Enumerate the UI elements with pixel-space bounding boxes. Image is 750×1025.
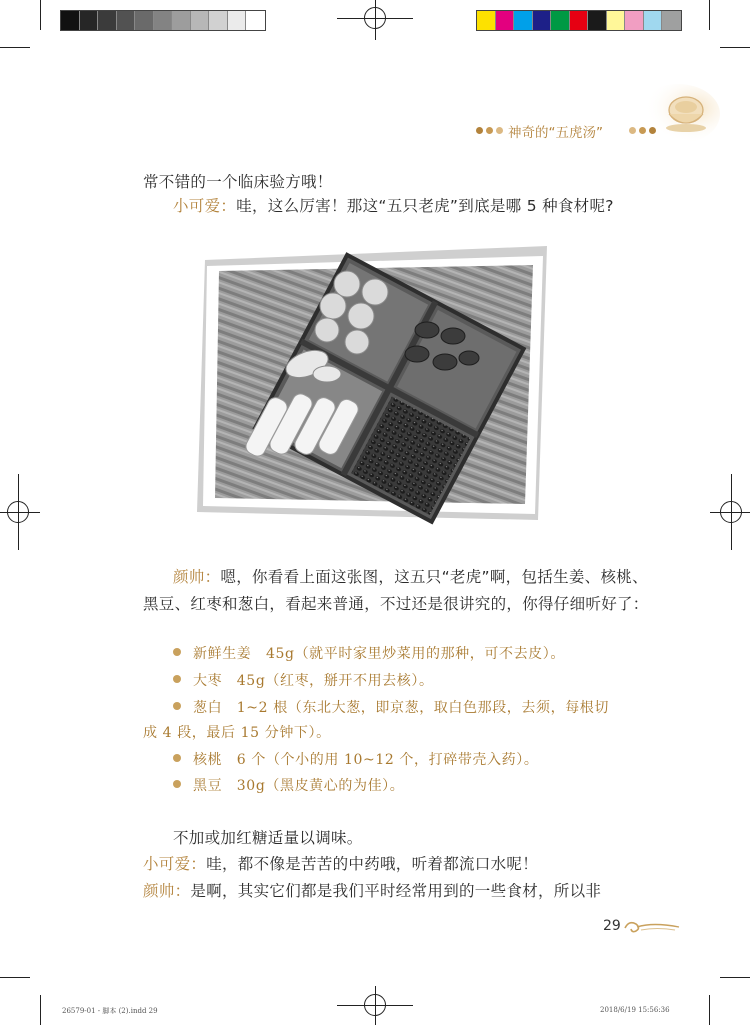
color-swatch [588, 11, 607, 30]
gray-swatch [154, 11, 173, 30]
dialogue-text: 是啊，其实它们都是我们平时经常用到的一些食材，所以非 [190, 882, 602, 900]
body-line: 不加或加红糖适量以调味。 [173, 829, 363, 847]
dialogue-text: 哇，都不像是苦苦的中药哦，听着都流口水呢！ [206, 855, 539, 873]
gray-swatch [61, 11, 80, 30]
gray-calibration-bar [60, 10, 266, 31]
color-calibration-bar [476, 10, 682, 31]
gray-swatch [246, 11, 265, 30]
registration-mark-icon [364, 7, 386, 29]
dialogue-line [173, 194, 614, 216]
color-swatch [514, 11, 533, 30]
gray-swatch [228, 11, 247, 30]
color-swatch [551, 11, 570, 30]
gray-swatch [98, 11, 117, 30]
color-swatch [662, 11, 681, 30]
gray-swatch [209, 11, 228, 30]
dialogue-line [143, 879, 601, 901]
speaker-label: 小可爱： [143, 855, 207, 873]
gray-swatch [191, 11, 210, 30]
bullet-icon [173, 754, 181, 762]
list-item: 新鲜生姜 45g（就平时家里炒菜用的那种，可不去皮）。 [173, 643, 565, 663]
dialogue-text: 嗯，你看看上面这张图，这五只“老虎”啊，包括生姜、核桃、 [220, 568, 648, 586]
color-swatch [496, 11, 515, 30]
speaker-label: 颜帅： [143, 882, 191, 900]
registration-mark-icon [364, 994, 386, 1016]
color-swatch [570, 11, 589, 30]
photo-frame [195, 246, 555, 526]
tea-cup-icon [600, 84, 720, 144]
running-header-title: 神奇的“五虎汤” [508, 125, 603, 141]
list-item: 核桃 6 个（个小的用 10~12 个，打碎带壳入药）。 [173, 749, 538, 769]
color-swatch [644, 11, 663, 30]
header-dot [496, 127, 503, 134]
registration-mark-icon [720, 501, 742, 523]
bullet-icon [173, 702, 181, 710]
gray-swatch [80, 11, 99, 30]
list-item: 葱白 1~2 根（东北大葱，即京葱，取白色那段，去须，每根切 [173, 697, 609, 717]
color-swatch [533, 11, 552, 30]
page-number: 29 [603, 918, 621, 934]
list-item-continuation: 成 4 段，最后 15 分钟下）。 [143, 725, 331, 741]
gray-swatch [135, 11, 154, 30]
color-swatch [625, 11, 644, 30]
bullet-icon [173, 780, 181, 788]
header-dot [476, 127, 483, 134]
timestamp-slug: 2018/6/19 15:56:36 [600, 1006, 670, 1014]
registration-mark-icon [7, 501, 29, 523]
cloud-ornament-icon [623, 918, 683, 936]
color-swatch [607, 11, 626, 30]
body-line: 常不错的一个临床验方哦！ [143, 173, 333, 191]
speaker-label: 小可爱： [173, 197, 237, 215]
bullet-icon [173, 648, 181, 656]
list-item: 黑豆 30g（黑皮黄心的为佳）。 [173, 775, 404, 795]
body-line: 黑豆、红枣和葱白，看起来普通，不过还是很讲究的，你得仔细听好了： [143, 595, 649, 613]
dialogue-line [173, 565, 648, 587]
color-swatch [477, 11, 496, 30]
tray-photo-icon [195, 246, 555, 526]
list-item: 大枣 45g（红枣，掰开不用去核）。 [173, 670, 434, 690]
bullet-icon [173, 675, 181, 683]
speaker-label: 颜帅： [173, 568, 221, 586]
gray-swatch [172, 11, 191, 30]
file-slug: 26579-01 - 脚本 (2).indd 29 [62, 1007, 158, 1015]
gray-swatch [117, 11, 136, 30]
dialogue-line [143, 852, 538, 874]
dialogue-text: 哇，这么厉害！那这“五只老虎”到底是哪 5 种食材呢? [236, 197, 614, 215]
header-dot [486, 127, 493, 134]
